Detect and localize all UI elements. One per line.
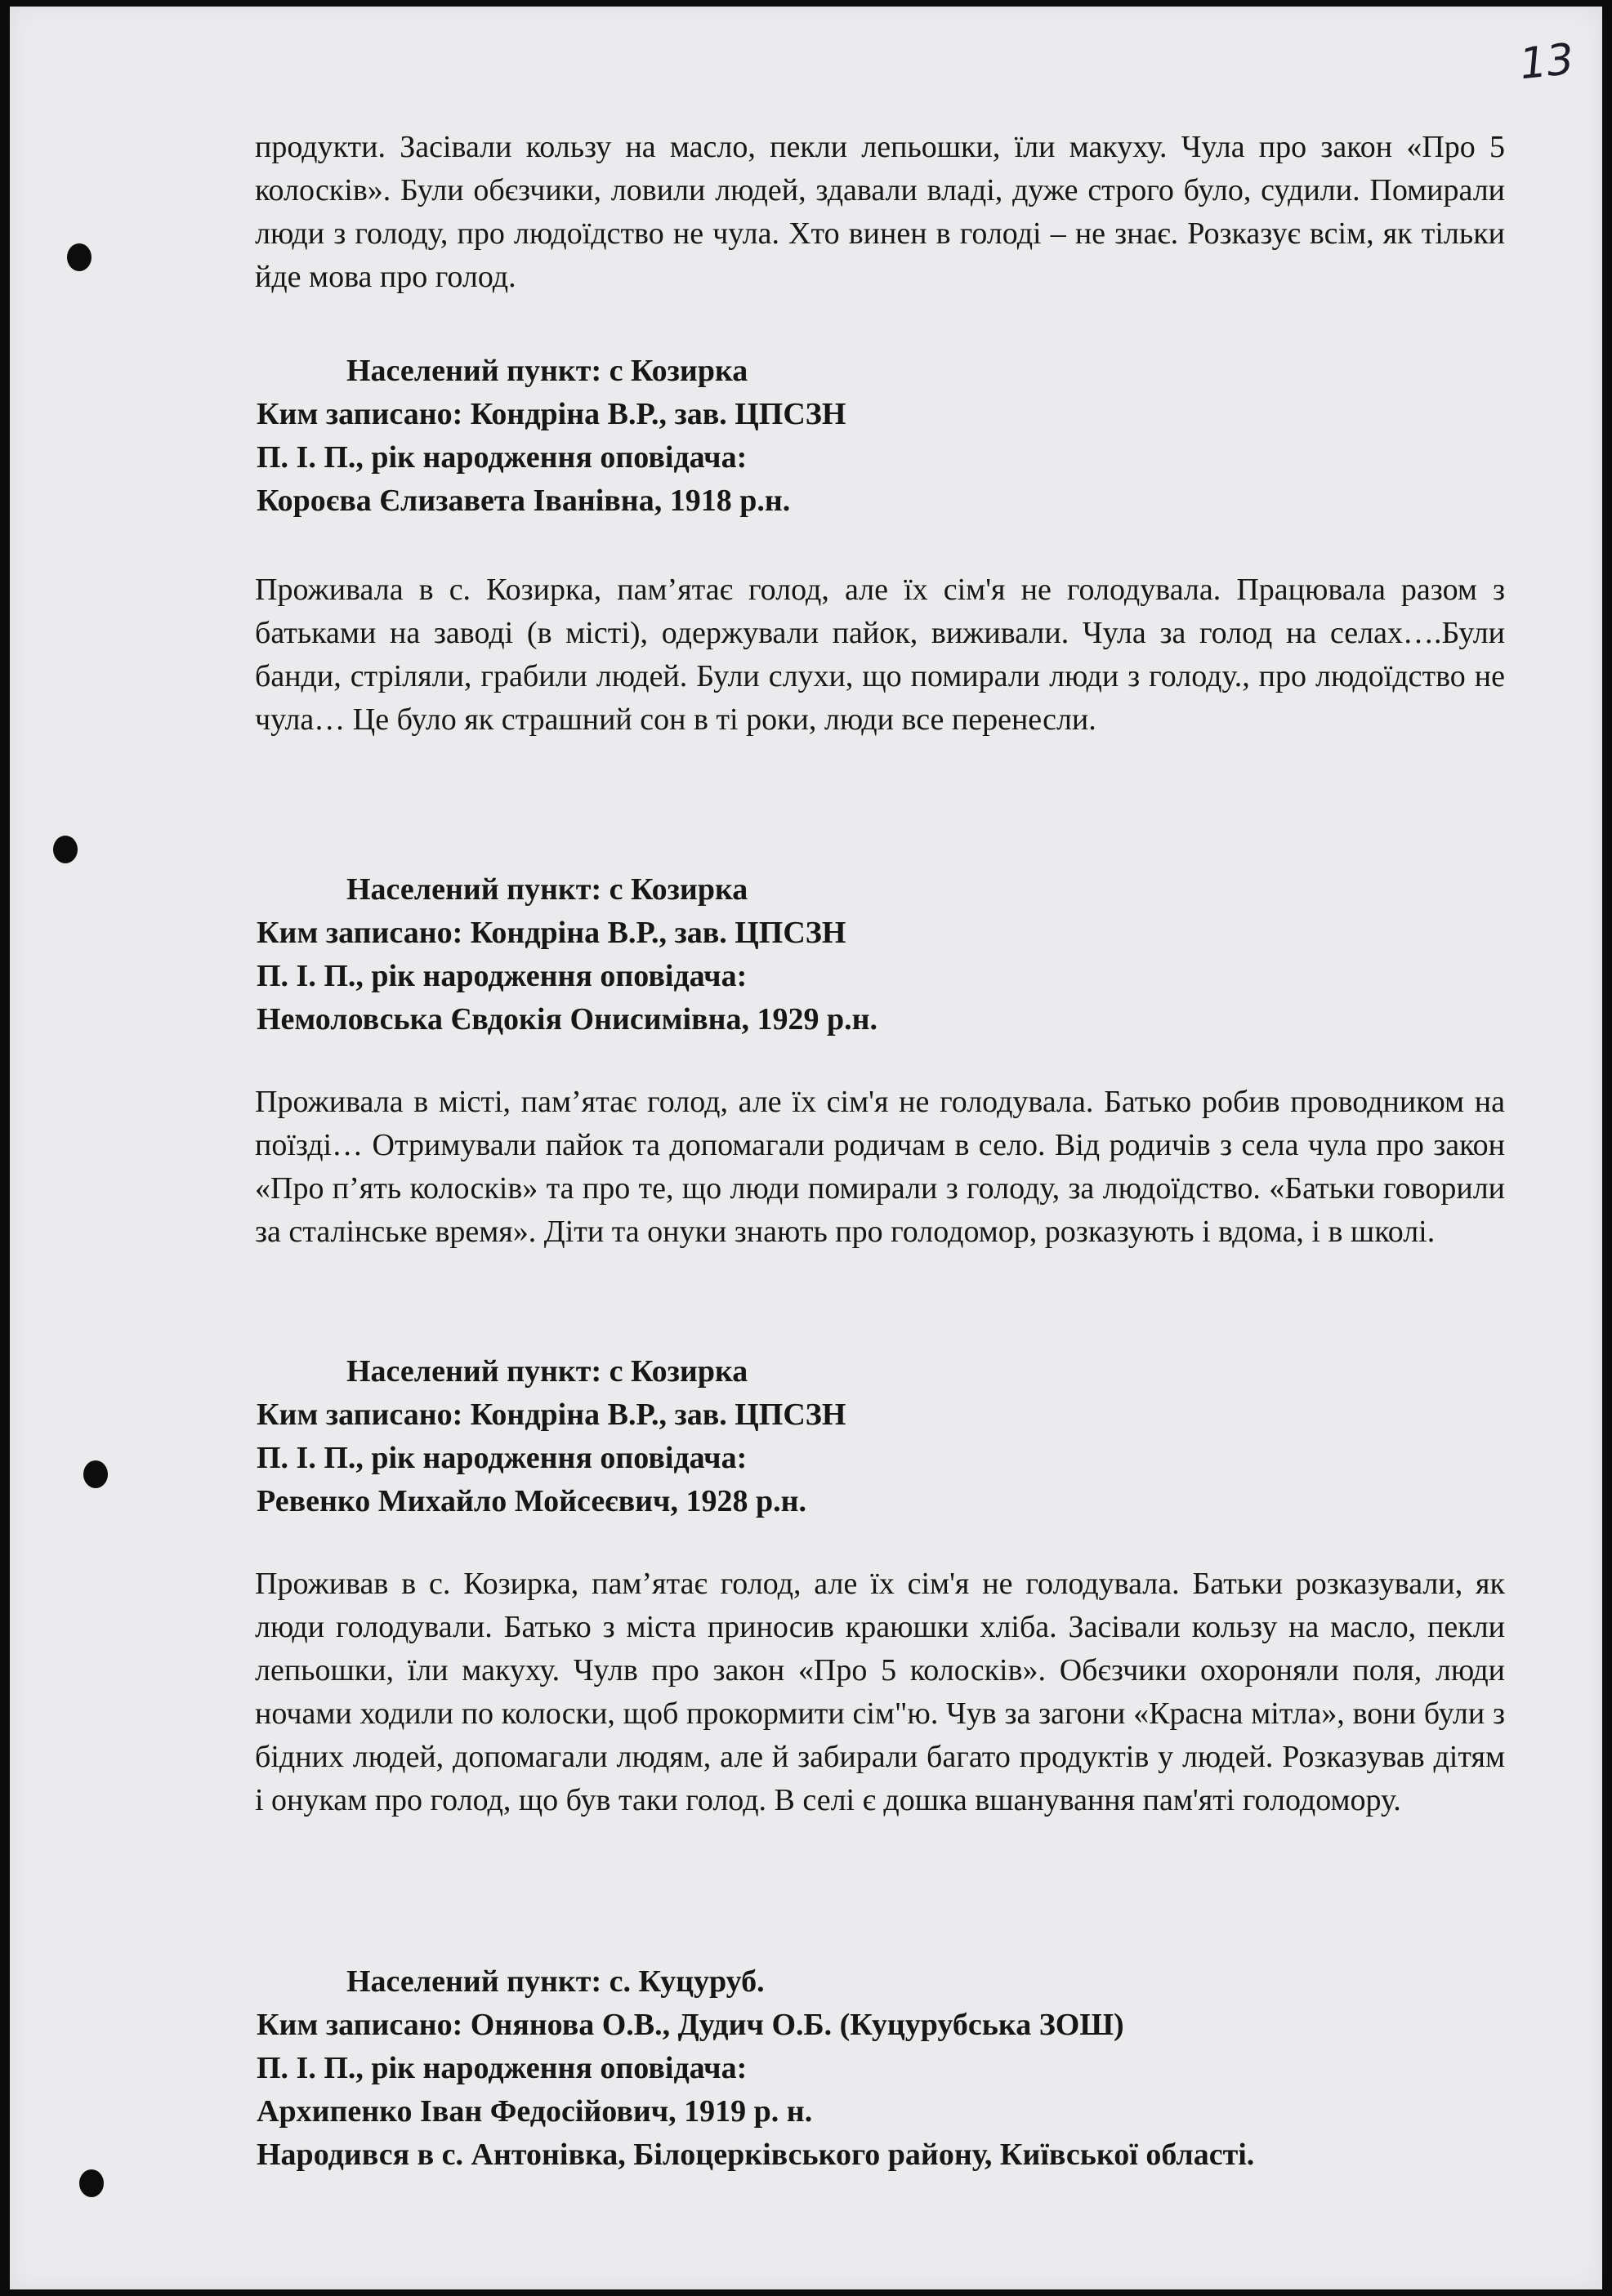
recorded-by-line: Ким записано: Кондріна В.Р., зав. ЦПСЗН [257,1398,846,1432]
narrator-name-line: Архипенко Іван Федосійович, 1919 р. н. [257,2094,813,2129]
entry-header [257,868,1564,1041]
recorded-by-line: Ким записано: Кондріна В.Р., зав. ЦПСЗН [257,916,846,950]
narrator-name-line: Ревенко Михайло Мойсеєвич, 1928 р.н. [257,1484,806,1518]
narrator-label-line: П. І. П., рік народження оповідача: [257,2051,748,2085]
story-paragraph: Проживала в с. Козирка, пам’ятає голод, але їх сім'я не голодувала. Працювала разом з батьками на заводі (в місті), одержували пайок, виживали. Чула за голод на селах….Були банди, стріляли, грабили людей. Були слухи, що помирали люди з голоду., про людоїдство не чула… Це було як страшний сон в ті роки, люди все перенесли. [255,573,1505,737]
punch-hole [79,2169,104,2197]
document-page [10,7,1602,2289]
recorded-by-line: Ким записано: Онянова О.В., Дудич О.Б. (Куцурубська ЗОШ) [257,2008,1124,2042]
birthplace-line: Народився в с. Антонівка, Білоцерківського району, Київської області. [257,2138,1255,2172]
narrator-label-line: П. І. П., рік народження оповідача: [257,1441,748,1475]
narrator-label-line: П. І. П., рік народження оповідача: [257,440,748,475]
recorded-by-line: Ким записано: Кондріна В.Р., зав. ЦПСЗН [257,397,846,431]
entry-header [257,1960,1564,2177]
entry-header [257,1350,1564,1523]
entry-header [257,350,1564,523]
narrator-name-line: Немоловська Євдокія Онисимівна, 1929 р.н. [257,1002,878,1037]
settlement-line: Населений пункт: с. Куцуруб. [346,1964,765,1999]
punch-hole [53,836,78,863]
settlement-line: Населений пункт: с Козирка [346,1354,748,1389]
narrator-name-line: Короєва Єлизавета Іванівна, 1918 р.н. [257,484,791,518]
settlement-line: Населений пункт: с Козирка [346,872,748,907]
story-paragraph: Проживала в місті, пам’ятає голод, але їх сім'я не голодувала. Батько робив проводником на поїзді… Отримували пайок та допомагали родичам в село. Від родичів з села чула про закон «Про п’ять колосків» та про те, що люди помирали з голоду, за людоїдство. «Батьки говорили за сталінське время». Діти та онуки знають про голодомор, розказують і вдома, і в школі. [255,1085,1505,1249]
intro-paragraph: продукти. Засівали кользу на масло, пекли лепьошки, їли макуху. Чула про закон «Про 5 колосків». Були обєзчики, ловили людей, здавали владі, дуже строго було, судили. Помирали люди з голоду, про людоїдство не чула. Хто винен в голоді – не знає. Розказує всім, як тільки йде мова про голод. [255,130,1505,294]
punch-hole [83,1460,108,1488]
narrator-label-line: П. І. П., рік народження оповідача: [257,959,748,993]
settlement-line: Населений пункт: с Козирка [346,354,748,388]
punch-hole [67,243,92,271]
handwritten-page-number: 13 [1517,34,1577,90]
story-paragraph: Проживав в с. Козирка, пам’ятає голод, але їх сім'я не голодувала. Батьки розказували, як люди голодували. Батько з міста приносив краюшки хліба. Засівали кользу на масло, пекли лепьошки, їли макуху. Чулв про закон «Про 5 колосків». Обєзчики охороняли поля, люди ночами ходили по колоски, щоб прокормити сім"ю. Чув за загони «Красна мітла», вони були з бідних людей, допомагали людям, але й забирали багато продуктів у людей. Розказував дітям і онукам про голод, що був таки голод. В селі є дошка вшанування пам'яті голодомору. [255,1567,1505,1817]
